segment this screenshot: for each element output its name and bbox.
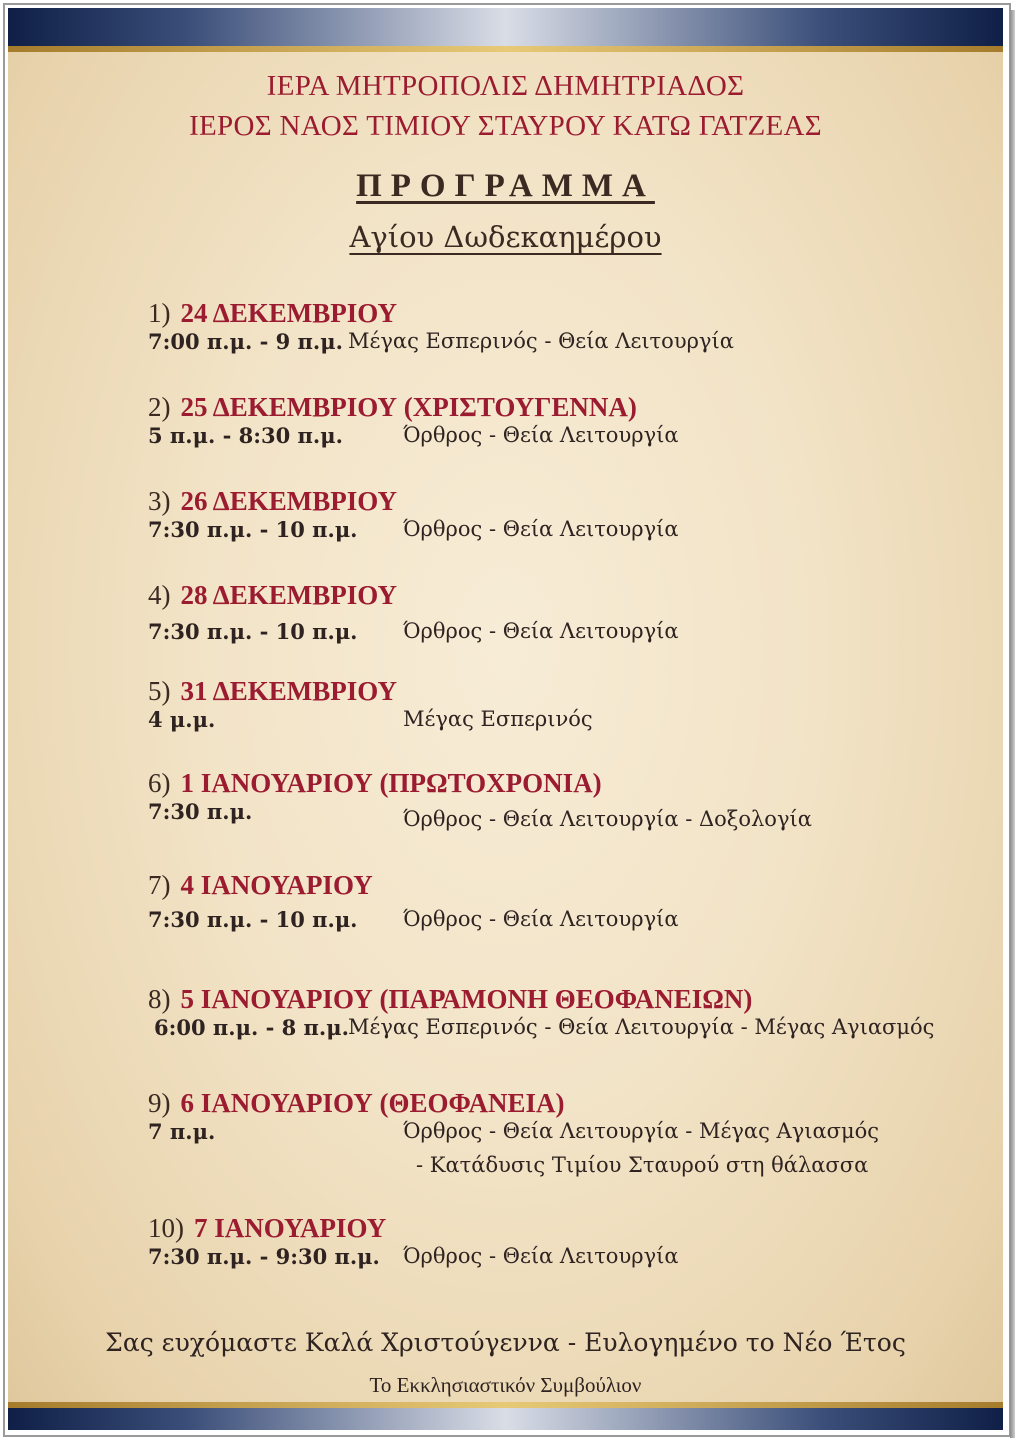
schedule-entry: [148, 1213, 983, 1278]
entry-detail: [148, 1119, 983, 1153]
entry-date: 10) 7 ΙΑΝΟΥΑΡΙΟΥ: [148, 1213, 387, 1243]
parchment-background: [8, 8, 1003, 1430]
entry-description: Όρθρος - Θεία Λειτουργία - Μέγας Αγιασμός: [403, 1119, 880, 1143]
entry-description: Μέγας Εσπερινός - Θεία Λειτουργία - Μέγας Αγιασμός: [348, 1015, 935, 1039]
entry-date: 7) 4 ΙΑΝΟΥΑΡΙΟΥ: [148, 870, 373, 900]
entry-time: 4 μ.μ.: [148, 707, 216, 732]
entry-time: 5 π.μ. - 8:30 π.μ.: [148, 423, 343, 448]
entry-detail: [148, 517, 983, 551]
schedule-entry: [148, 870, 983, 941]
metropolis-title: ΙΕΡΑ ΜΗΤΡΟΠΟΛΙΣ ΔΗΜΗΤΡΙΑΔΟΣ: [266, 70, 745, 102]
church-title: ΙΕΡΟΣ ΝΑΟΣ ΤΙΜΙΟΥ ΣΤΑΥΡΟΥ ΚΑΤΩ ΓΑΤΖΕΑΣ: [189, 110, 822, 142]
entry-detail: [148, 1244, 983, 1278]
entry-time: 7:30 π.μ.: [148, 799, 253, 824]
entry-time: 7:30 π.μ. - 10 π.μ.: [148, 907, 358, 932]
top-decorative-band: [8, 8, 1003, 46]
footer-council: Το Εκκλησιαστικόν Συμβούλιον: [369, 1373, 642, 1397]
schedule-entry: [148, 392, 983, 457]
entry-description: Μέγας Εσπερινός - Θεία Λειτουργία: [348, 329, 734, 353]
schedule-entry: [148, 768, 983, 843]
entry-number: 9): [148, 1088, 171, 1118]
entry-time: 7 π.μ.: [148, 1119, 216, 1144]
schedule-entry: [148, 298, 983, 363]
entry-detail: [148, 423, 983, 457]
entry-date: 5) 31 ΔΕΚΕΜΒΡΙΟΥ: [148, 676, 398, 706]
entry-time: 7:30 π.μ. - 10 π.μ.: [148, 517, 358, 542]
header: [8, 66, 1003, 146]
entry-number: 2): [148, 392, 171, 422]
entry-detail: [148, 799, 983, 843]
entry-description: Μέγας Εσπερινός: [403, 707, 593, 731]
program-subtitle: Αγίου Δωδεκαημέρου: [349, 220, 662, 254]
schedule-entry: [148, 580, 983, 653]
entry-number: 3): [148, 486, 171, 516]
entry-time: 6:00 π.μ. - 8 π.μ.: [154, 1015, 349, 1040]
top-gold-stripe: [8, 46, 1003, 52]
entry-number: 5): [148, 676, 171, 706]
entry-description: Όρθρος - Θεία Λειτουργία: [403, 423, 679, 447]
entry-detail-continued: [148, 1153, 983, 1187]
entry-time: 7:30 π.μ. - 10 π.μ.: [148, 619, 358, 644]
entry-description: Όρθρος - Θεία Λειτουργία - Δοξολογία: [403, 807, 812, 831]
program-title: ΠΡΟΓΡΑΜΜΑ: [356, 168, 655, 204]
entry-date: 8) 5 ΙΑΝΟΥΑΡΙΟΥ (ΠΑΡΑΜΟΝΗ ΘΕΟΦΑΝΕΙΩΝ): [148, 984, 753, 1014]
entry-date: 1) 24 ΔΕΚΕΜΒΡΙΟΥ: [148, 298, 398, 328]
entry-description: Όρθρος - Θεία Λειτουργία: [403, 1244, 679, 1268]
entry-number: 1): [148, 298, 171, 328]
entry-detail: [148, 707, 983, 741]
entry-description: Όρθρος - Θεία Λειτουργία: [403, 517, 679, 541]
entry-number: 4): [148, 580, 171, 610]
entry-description: Όρθρος - Θεία Λειτουργία: [403, 619, 679, 643]
entry-time: 7:00 π.μ. - 9 π.μ.: [148, 329, 343, 354]
entry-description-2: - Κατάδυσις Τιμίου Σταυρού στη θάλασσα: [416, 1153, 869, 1177]
entry-number: 10): [148, 1213, 184, 1243]
entry-detail: [148, 907, 983, 941]
schedule-entry: [148, 1088, 983, 1187]
entry-detail: [148, 619, 983, 653]
bottom-decorative-band: [8, 1408, 1003, 1430]
entry-detail: [148, 1015, 983, 1049]
entry-date: 4) 28 ΔΕΚΕΜΒΡΙΟΥ: [148, 580, 398, 610]
entry-number: 7): [148, 870, 171, 900]
entry-time: 7:30 π.μ. - 9:30 π.μ.: [148, 1244, 380, 1269]
entry-number: 8): [148, 984, 171, 1014]
schedule-entry: [148, 486, 983, 551]
schedule-entry: [148, 676, 983, 741]
entry-date: 6) 1 ΙΑΝΟΥΑΡΙΟΥ (ΠΡΩΤΟΧΡΟΝΙΑ): [148, 768, 602, 798]
entry-date: 2) 25 ΔΕΚΕΜΒΡΙΟΥ (ΧΡΙΣΤΟΥΓΕΝΝΑ): [148, 392, 637, 422]
schedule-entry: [148, 984, 983, 1049]
entry-date: 9) 6 ΙΑΝΟΥΑΡΙΟΥ (ΘΕΟΦΑΝΕΙΑ): [148, 1088, 565, 1118]
entry-number: 6): [148, 768, 171, 798]
footer-greeting: Σας ευχόμαστε Καλά Χριστούγεννα - Ευλογημένο το Νέο Έτος: [105, 1328, 906, 1357]
entry-date: 3) 26 ΔΕΚΕΜΒΡΙΟΥ: [148, 486, 398, 516]
page-shadow: [1010, 10, 1015, 1438]
entry-description: Όρθρος - Θεία Λειτουργία: [403, 907, 679, 931]
entry-detail: [148, 329, 983, 363]
